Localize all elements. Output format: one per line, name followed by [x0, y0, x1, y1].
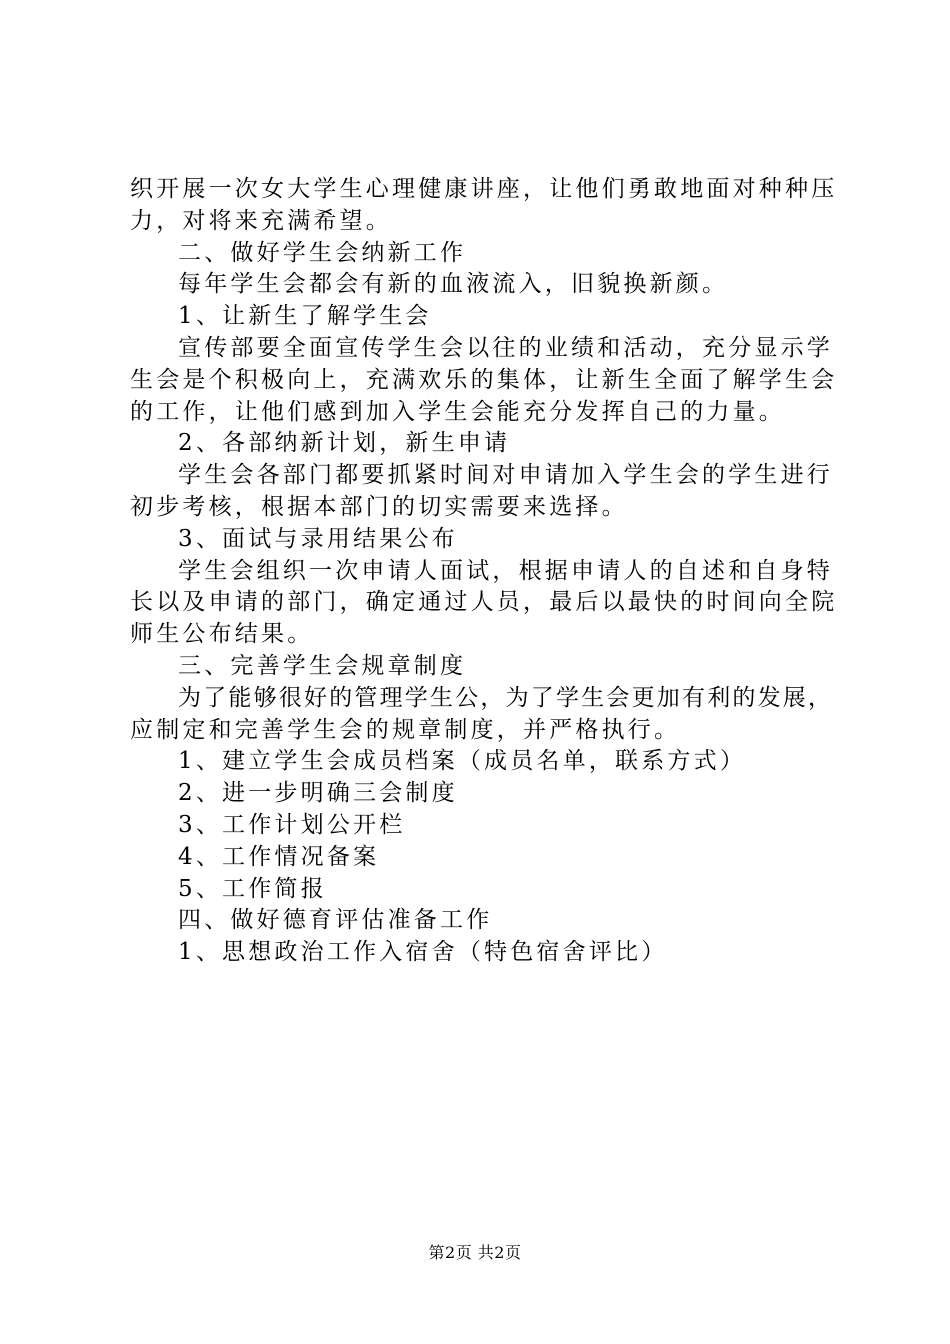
paragraph-line: 应制定和完善学生会的规章制度，并严格执行。: [130, 716, 681, 743]
paragraph-line: 学生会各部门都要抓紧时间对申请加入学生会的学生进行: [178, 462, 833, 489]
section-heading: 四、做好德育评估准备工作: [178, 907, 493, 934]
subsection-heading: 3、面试与录用结果公布: [178, 525, 458, 552]
paragraph-line: 长以及申请的部门，确定通过人员，最后以最快的时间向全院: [130, 589, 838, 616]
section-heading: 三、完善学生会规章制度: [178, 652, 467, 679]
document-body: [130, 174, 838, 969]
paragraph-line: 力，对将来充满希望。: [130, 207, 392, 234]
page-number-footer: 第2页 共2页: [428, 1243, 522, 1262]
subsection-heading: 1、让新生了解学生会: [178, 303, 432, 330]
list-item: 1、建立学生会成员档案（成员名单，联系方式）: [178, 748, 747, 775]
subsection-heading: 2、各部纳新计划，新生申请: [178, 430, 511, 457]
paragraph-line: 的工作，让他们感到加入学生会能充分发挥自己的力量。: [130, 398, 785, 425]
paragraph-line: 生会是个积极向上，充满欢乐的集体，让新生全面了解学生会: [130, 366, 838, 393]
paragraph-line: 初步考核，根据本部门的切实需要来选择。: [130, 493, 628, 520]
list-item: 4、工作情况备案: [178, 843, 380, 870]
paragraph-line: 织开展一次女大学生心理健康讲座，让他们勇敢地面对种种压: [130, 176, 838, 202]
list-item: 2、进一步明确三会制度: [178, 780, 458, 807]
section-heading: 二、做好学生会纳新工作: [178, 239, 467, 266]
paragraph-line: 学生会组织一次申请人面试，根据申请人的自述和自身特: [178, 557, 833, 584]
list-item: 1、思想政治工作入宿舍（特色宿舍评比）: [178, 939, 668, 966]
list-item: 5、工作简报: [178, 875, 327, 902]
paragraph-line: 为了能够很好的管理学生公，为了学生会更加有利的发展，: [178, 684, 834, 711]
list-item: 3、工作计划公开栏: [178, 811, 406, 838]
paragraph-line: 师生公布结果。: [130, 621, 314, 648]
paragraph-line: 每年学生会都会有新的血液流入，旧貌换新颜。: [178, 271, 729, 298]
paragraph-line: 宣传部要全面宣传学生会以往的业绩和活动，充分显示学: [178, 334, 833, 361]
